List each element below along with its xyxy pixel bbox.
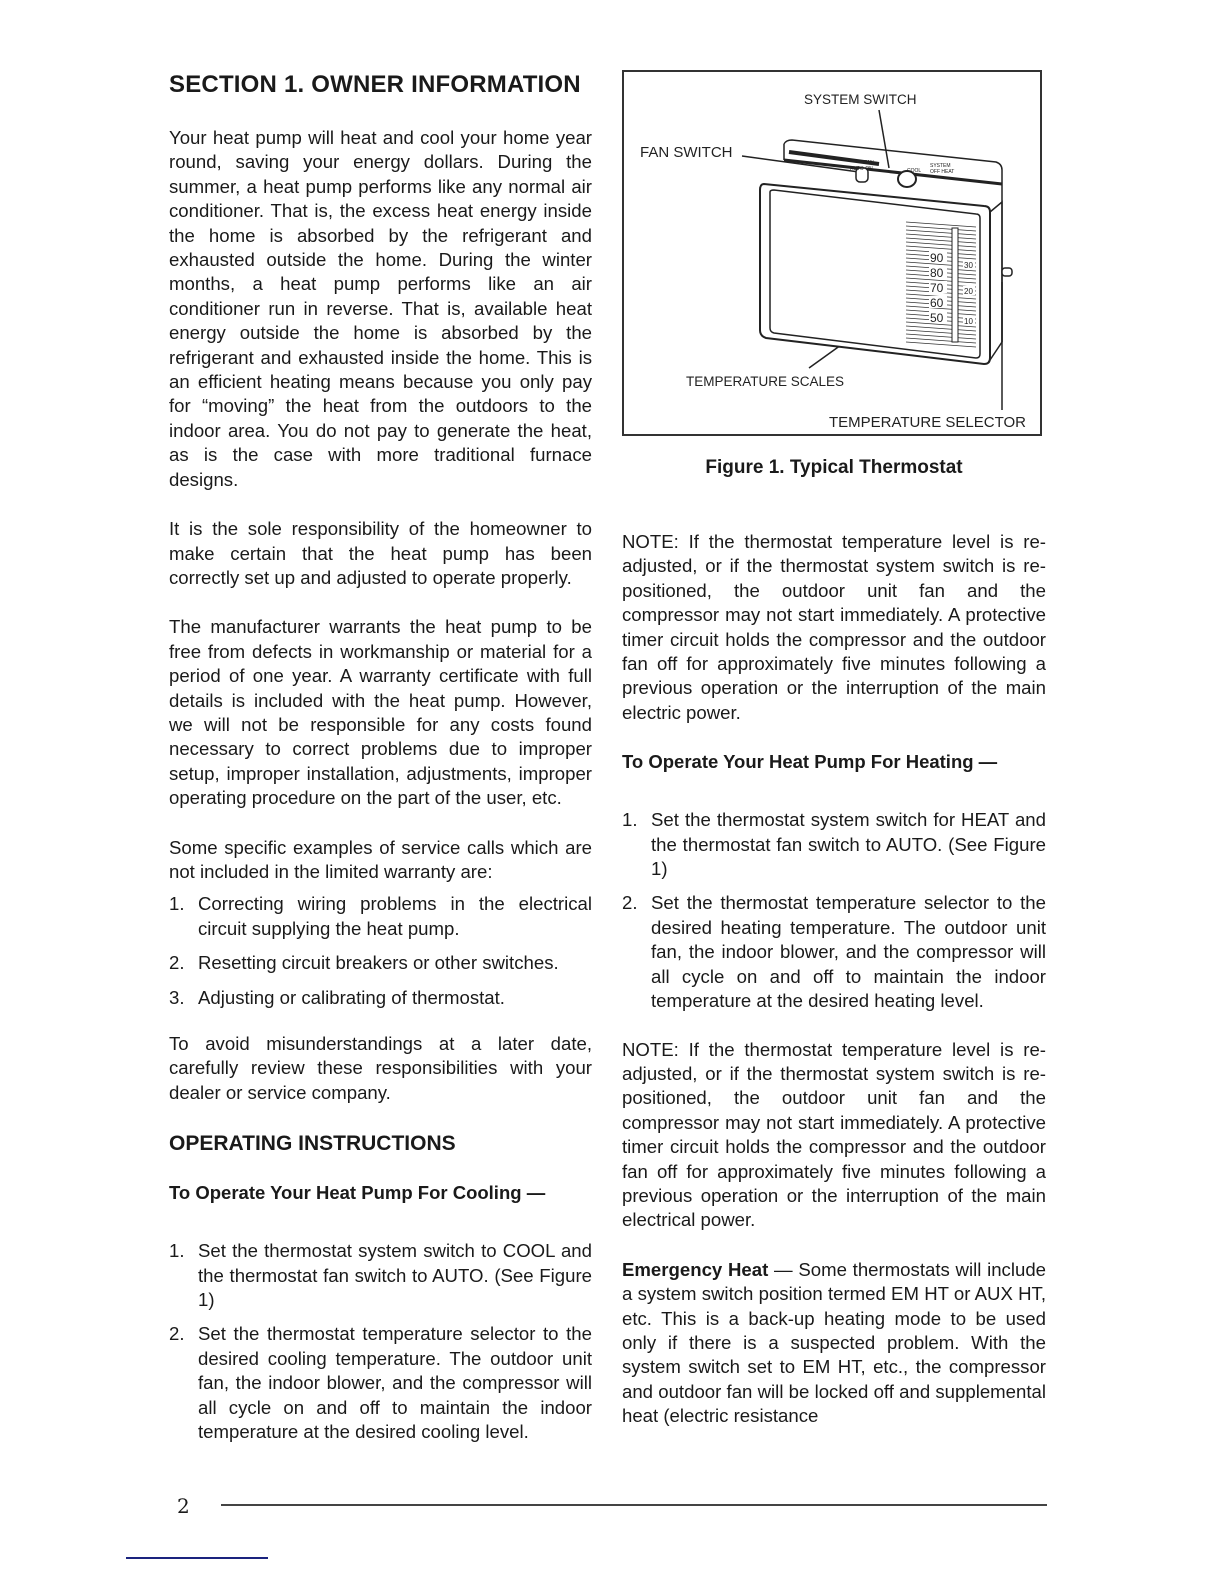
figure-caption: Figure 1. Typical Thermostat — [705, 457, 963, 478]
list-number: 2. — [169, 1323, 185, 1345]
list-text: Set the thermostat temperature selector to the desired heating temperature. The outdoor unit fan, the indoor blower, and the compressor will all cycle on and off to maintain the indoor temperature at the desired heating level. — [651, 892, 1046, 1012]
label-system-switch: SYSTEM SWITCH — [804, 92, 917, 107]
heating-heading: To Operate Your Heat Pump For Heating — — [622, 751, 998, 773]
thermostat-illustration — [624, 72, 1044, 438]
list-number: 1. — [169, 1240, 185, 1262]
svg-text:AUTO ON: AUTO ON — [850, 166, 873, 172]
svg-text:60: 60 — [930, 296, 944, 310]
note-paragraph-1: NOTE: If the thermostat temperature level is re-adjusted, or if the thermostat system switch is re-positioned, the outdoor unit fan and the compressor may not start immediately. A protective timer circuit holds the compressor and the outdoor fan off for approximately five minutes following a previous operation or the interruption of the main electric power. — [622, 531, 1046, 723]
list-item — [169, 1239, 592, 1312]
list-text: Set the thermostat temperature selector to the desired cooling temperature. The outdoor unit fan, the indoor blower, and the compressor will all cycle on and off to maintain the indoor temperature at the desired cooling level. — [198, 1323, 592, 1443]
device-fan-text: FAN — [864, 160, 874, 166]
list-item — [622, 808, 1046, 881]
label-temperature-scales: TEMPERATURE SCALES — [686, 374, 845, 389]
intro-paragraph: Your heat pump will heat and cool your home year round, saving your energy dollars. During the summer, a heat pump performs like any normal air conditioner. That is, the excess heat energy inside the home is absorbed by the refrigerant and exhausted outside the home. During the winter months, a heat pump performs like an air conditioner run in reverse. That is, available heat energy outside the home is absorbed by the refrigerant and exhausted inside the home. This is an efficient heating means because you only pay for “moving” the heat from the outdoors to the indoor area. You do not pay to generate the heat, as is the case with more traditional furnace designs. — [169, 127, 592, 490]
page-footer — [169, 1490, 1047, 1520]
list-number: 3. — [169, 986, 185, 1008]
svg-text:30: 30 — [964, 261, 973, 270]
figure-thermostat — [622, 70, 1042, 436]
svg-text:80: 80 — [930, 266, 944, 280]
avoid-paragraph: To avoid misunderstandings at a later date, carefully review these responsibilities with your dealer or service company. — [169, 1033, 592, 1103]
section-title: SECTION 1. OWNER INFORMATION — [169, 71, 581, 98]
svg-text:SYSTEM: SYSTEM — [930, 163, 951, 169]
note-paragraph-2: NOTE: If the thermostat temperature level is re-adjusted, or if the thermostat system switch is re-positioned, the outdoor unit fan and the compressor may not start immediately. A protective timer circuit holds the compressor and the outdoor fan off for approximately five minutes following a previous operation or the interruption of the main electrical power. — [622, 1038, 1046, 1231]
list-text: Correcting wiring problems in the electrical circuit supplying the heat pump. — [198, 893, 592, 939]
list-number: 1. — [169, 893, 185, 915]
svg-text:COOL: COOL — [907, 168, 922, 174]
left-column — [169, 70, 592, 1454]
list-text: Adjusting or calibrating of thermostat. — [198, 986, 505, 1008]
cooling-steps-list — [169, 1239, 592, 1444]
svg-text:70: 70 — [930, 281, 944, 295]
bottom-link-underline — [126, 1557, 268, 1559]
heating-steps-list — [622, 808, 1046, 1013]
list-item — [169, 986, 592, 1010]
list-item — [169, 892, 592, 941]
emergency-heat-label: Emergency Heat — [622, 1258, 769, 1280]
list-number: 1. — [622, 809, 638, 831]
list-item — [169, 1322, 592, 1444]
list-text: Resetting circuit breakers or other switches. — [198, 952, 559, 974]
page-number: 2 — [177, 1494, 190, 1518]
list-number: 2. — [622, 892, 638, 914]
svg-text:50: 50 — [930, 311, 944, 325]
svg-text:10: 10 — [964, 317, 973, 326]
label-fan-switch: FAN SWITCH — [640, 144, 733, 161]
cooling-heading: To Operate Your Heat Pump For Cooling — — [169, 1182, 546, 1204]
list-text: Set the thermostat system switch for HEAT and the thermostat fan switch to AUTO. (See Figure 1) — [651, 809, 1046, 880]
svg-text:20: 20 — [964, 287, 973, 296]
warranty-paragraph: The manufacturer warrants the heat pump to be free from defects in workmanship or material for a period of one year. A warranty certificate with full details is included with the heat pump. However, we will not be responsible for any costs found necessary to correct problems due to improper setup, improper installation, adjustments, improper operating procedure on the part of the user, etc. — [169, 616, 592, 809]
right-column — [622, 70, 1046, 1454]
list-item — [169, 951, 592, 975]
svg-text:90: 90 — [930, 251, 944, 265]
svg-text:OFF HEAT: OFF HEAT — [930, 169, 955, 175]
list-number: 2. — [169, 952, 185, 974]
operating-instructions-heading: OPERATING INSTRUCTIONS — [169, 1132, 456, 1156]
examples-intro: Some specific examples of service calls which are not included in the limited warranty are: — [169, 836, 592, 882]
label-temperature-selector: TEMPERATURE SELECTOR — [829, 414, 1026, 431]
emergency-heat-paragraph — [622, 1258, 1046, 1429]
list-text: Set the thermostat system switch to COOL and the thermostat fan switch to AUTO. (See Figure 1) — [198, 1240, 592, 1311]
emergency-heat-text: — Some thermostats will include a system switch position termed EM HT or AUX HT, etc. This is a back-up heating mode to be used only if there is a suspected problem. With the system switch set to EM HT, etc., the compressor and outdoor fan will be locked off and supplemental heat (electric resistance — [622, 1258, 1046, 1427]
footer-rule — [221, 1504, 1047, 1506]
list-item — [622, 891, 1046, 1013]
warranty-exclusions-list — [169, 892, 592, 1010]
responsibility-paragraph: It is the sole responsibility of the homeowner to make certain that the heat pump has been correctly set up and adjusted to operate properly. — [169, 518, 592, 588]
